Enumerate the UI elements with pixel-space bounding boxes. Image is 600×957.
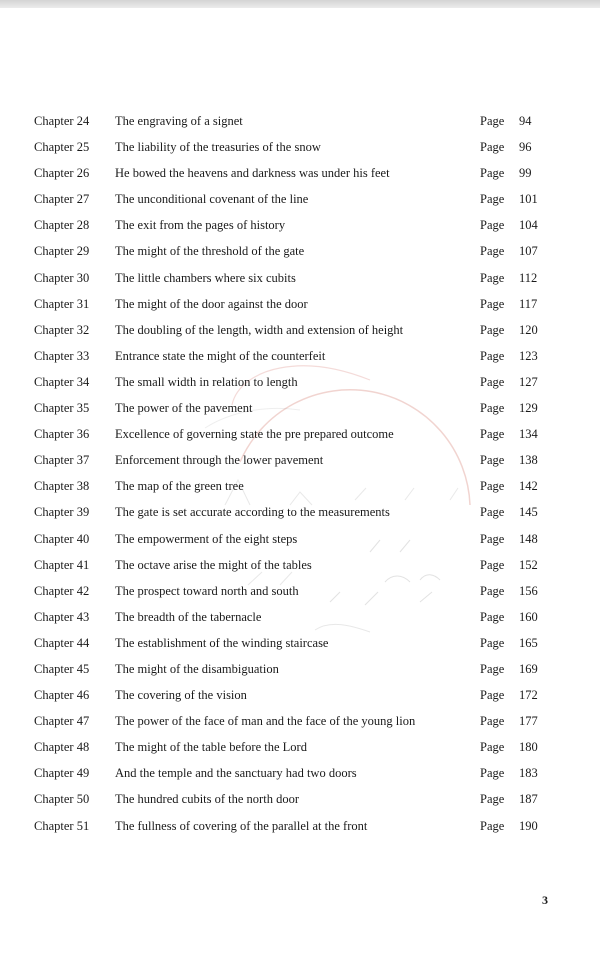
toc-chapter-title: The power of the pavement — [115, 401, 253, 416]
toc-entry — [0, 578, 600, 604]
toc-page-number: 94 — [519, 114, 532, 128]
toc-chapter-title: Entrance state the might of the counterfeit — [115, 348, 326, 363]
toc-page-label: Page — [480, 583, 505, 598]
toc-page-number: 152 — [519, 557, 538, 572]
toc-chapter-label: Chapter 41 — [34, 557, 90, 572]
toc-page-label: Page — [480, 792, 505, 807]
toc-chapter-label: Chapter 25 — [34, 140, 90, 155]
toc-chapter-title: Excellence of governing state the pre prepared outcome — [115, 427, 394, 442]
toc-entry — [0, 552, 600, 578]
toc-page-number: 156 — [519, 583, 538, 598]
toc-chapter-label: Chapter 50 — [34, 792, 90, 807]
toc-page-label: Page — [480, 766, 505, 781]
toc-chapter-label: Chapter 46 — [34, 688, 90, 703]
toc-chapter-title: The power of the face of man and the face of the young lion — [115, 714, 416, 729]
toc-page-number: 123 — [519, 348, 538, 363]
toc-chapter-label: Chapter 33 — [34, 348, 90, 363]
toc-chapter-label: Chapter 37 — [34, 453, 90, 468]
toc-page-label: Page — [480, 453, 505, 468]
toc-chapter-title: The breadth of the tabernacle — [115, 609, 262, 624]
toc-chapter-label: Chapter 26 — [34, 166, 90, 181]
toc-chapter-title: The might of the disambiguation — [115, 661, 279, 676]
toc-page-number: 177 — [519, 714, 538, 729]
toc-page-number: 160 — [519, 609, 538, 624]
viewer-top-bar — [0, 0, 600, 8]
toc-entry — [0, 186, 600, 212]
toc-chapter-label: Chapter 32 — [34, 322, 90, 337]
toc-chapter-title: The might of the table before the Lord — [115, 740, 307, 755]
toc-chapter-label: Chapter 27 — [34, 192, 90, 207]
toc-page-label: Page — [480, 688, 505, 703]
toc-chapter-label: Chapter 24 — [34, 114, 90, 128]
toc-chapter-label: Chapter 28 — [34, 218, 90, 233]
toc-chapter-title: The map of the green tree — [115, 479, 244, 494]
toc-chapter-title: He bowed the heavens and darkness was under his feet — [115, 166, 390, 181]
toc-chapter-label: Chapter 29 — [34, 244, 90, 259]
toc-page-label: Page — [480, 218, 505, 233]
toc-page-number: 104 — [519, 218, 538, 233]
table-of-contents — [0, 108, 600, 839]
toc-chapter-title: The might of the door against the door — [115, 296, 308, 311]
toc-page-label: Page — [480, 244, 505, 259]
toc-chapter-title: The establishment of the winding staircase — [115, 635, 329, 650]
toc-entry — [0, 265, 600, 291]
toc-entry — [0, 134, 600, 160]
toc-chapter-title: The unconditional covenant of the line — [115, 192, 309, 207]
toc-page-label: Page — [480, 166, 505, 181]
toc-page-label: Page — [480, 557, 505, 572]
toc-page-number: 127 — [519, 374, 538, 389]
toc-chapter-label: Chapter 31 — [34, 296, 90, 311]
toc-entry — [0, 786, 600, 812]
toc-page-label: Page — [480, 505, 505, 520]
toc-chapter-title: The fullness of covering of the parallel at the front — [115, 818, 368, 833]
toc-page-label: Page — [480, 374, 505, 389]
toc-chapter-label: Chapter 40 — [34, 531, 90, 546]
toc-entry — [0, 160, 600, 186]
toc-chapter-title: The little chambers where six cubits — [115, 270, 296, 285]
toc-page-label: Page — [480, 140, 505, 155]
toc-page-label: Page — [480, 296, 505, 311]
page-number: 3 — [542, 893, 548, 907]
toc-entry — [0, 656, 600, 682]
toc-chapter-title: The hundred cubits of the north door — [115, 792, 299, 807]
toc-page-label: Page — [480, 348, 505, 363]
toc-page-label: Page — [480, 740, 505, 755]
toc-chapter-label: Chapter 48 — [34, 740, 90, 755]
toc-chapter-title: The small width in relation to length — [115, 374, 298, 389]
toc-page-number: 148 — [519, 531, 538, 546]
toc-entry — [0, 526, 600, 552]
toc-page-number: 142 — [519, 479, 538, 494]
toc-page-label: Page — [480, 818, 505, 833]
toc-entry — [0, 317, 600, 343]
toc-chapter-title: The engraving of a signet — [115, 114, 243, 128]
toc-chapter-label: Chapter 36 — [34, 427, 90, 442]
toc-page-number: 129 — [519, 401, 538, 416]
toc-entry — [0, 499, 600, 525]
toc-entry — [0, 473, 600, 499]
toc-page-label: Page — [480, 192, 505, 207]
toc-page-label: Page — [480, 427, 505, 442]
toc-page-number: 183 — [519, 766, 538, 781]
toc-chapter-label: Chapter 30 — [34, 270, 90, 285]
toc-page-number: 165 — [519, 635, 538, 650]
toc-chapter-title: The empowerment of the eight steps — [115, 531, 298, 546]
toc-chapter-label: Chapter 42 — [34, 583, 90, 598]
toc-entry — [0, 421, 600, 447]
toc-page-label: Page — [480, 635, 505, 650]
toc-chapter-label: Chapter 38 — [34, 479, 90, 494]
toc-entry — [0, 734, 600, 760]
toc-page-label: Page — [480, 401, 505, 416]
toc-chapter-label: Chapter 45 — [34, 661, 90, 676]
toc-page-label: Page — [480, 661, 505, 676]
toc-chapter-title: The exit from the pages of history — [115, 218, 286, 233]
toc-entry — [0, 238, 600, 264]
toc-page-number: 101 — [519, 192, 538, 207]
toc-chapter-label: Chapter 43 — [34, 609, 90, 624]
toc-page-label: Page — [480, 479, 505, 494]
toc-chapter-title: The doubling of the length, width and extension of height — [115, 322, 404, 337]
toc-page-number: 107 — [519, 244, 538, 259]
toc-entry — [0, 447, 600, 473]
toc-entry — [0, 813, 600, 839]
toc-entry — [0, 369, 600, 395]
toc-page-label: Page — [480, 531, 505, 546]
toc-chapter-label: Chapter 44 — [34, 635, 90, 650]
toc-page-label: Page — [480, 270, 505, 285]
toc-entry — [0, 682, 600, 708]
toc-page-number: 112 — [519, 270, 538, 285]
toc-entry — [0, 108, 600, 134]
toc-chapter-title: The might of the threshold of the gate — [115, 244, 305, 259]
toc-chapter-title: The prospect toward north and south — [115, 583, 299, 598]
toc-chapter-title: The gate is set accurate according to the measurements — [115, 505, 390, 520]
toc-page-number: 134 — [519, 427, 538, 442]
toc-entry — [0, 708, 600, 734]
toc-page-number: 190 — [519, 818, 538, 833]
toc-page-number: 96 — [519, 140, 532, 155]
toc-page-label: Page — [480, 322, 505, 337]
toc-entry — [0, 760, 600, 786]
toc-page-number: 117 — [519, 296, 538, 311]
toc-page-number: 145 — [519, 505, 538, 520]
toc-entry — [0, 343, 600, 369]
toc-entry — [0, 212, 600, 238]
toc-chapter-label: Chapter 35 — [34, 401, 90, 416]
toc-chapter-label: Chapter 39 — [34, 505, 90, 520]
toc-page-number: 138 — [519, 453, 538, 468]
toc-chapter-title: The covering of the vision — [115, 688, 247, 703]
toc-chapter-label: Chapter 49 — [34, 766, 90, 781]
toc-page-label: Page — [480, 609, 505, 624]
toc-chapter-label: Chapter 47 — [34, 714, 90, 729]
toc-chapter-title: And the temple and the sanctuary had two doors — [115, 766, 357, 781]
toc-page-label: Page — [480, 114, 505, 128]
toc-page-number: 169 — [519, 661, 538, 676]
toc-chapter-title: The liability of the treasuries of the snow — [115, 140, 321, 155]
toc-entry — [0, 630, 600, 656]
toc-page-number: 99 — [519, 166, 532, 181]
toc-page-number: 187 — [519, 792, 538, 807]
toc-chapter-label: Chapter 34 — [34, 374, 90, 389]
toc-page-label: Page — [480, 714, 505, 729]
toc-chapter-title: The octave arise the might of the tables — [115, 557, 312, 572]
toc-page-number: 120 — [519, 322, 538, 337]
toc-page-number: 172 — [519, 688, 538, 703]
toc-entry — [0, 395, 600, 421]
toc-chapter-title: Enforcement through the lower pavement — [115, 453, 324, 468]
toc-entry — [0, 604, 600, 630]
toc-chapter-label: Chapter 51 — [34, 818, 90, 833]
toc-entry — [0, 291, 600, 317]
toc-page-number: 180 — [519, 740, 538, 755]
